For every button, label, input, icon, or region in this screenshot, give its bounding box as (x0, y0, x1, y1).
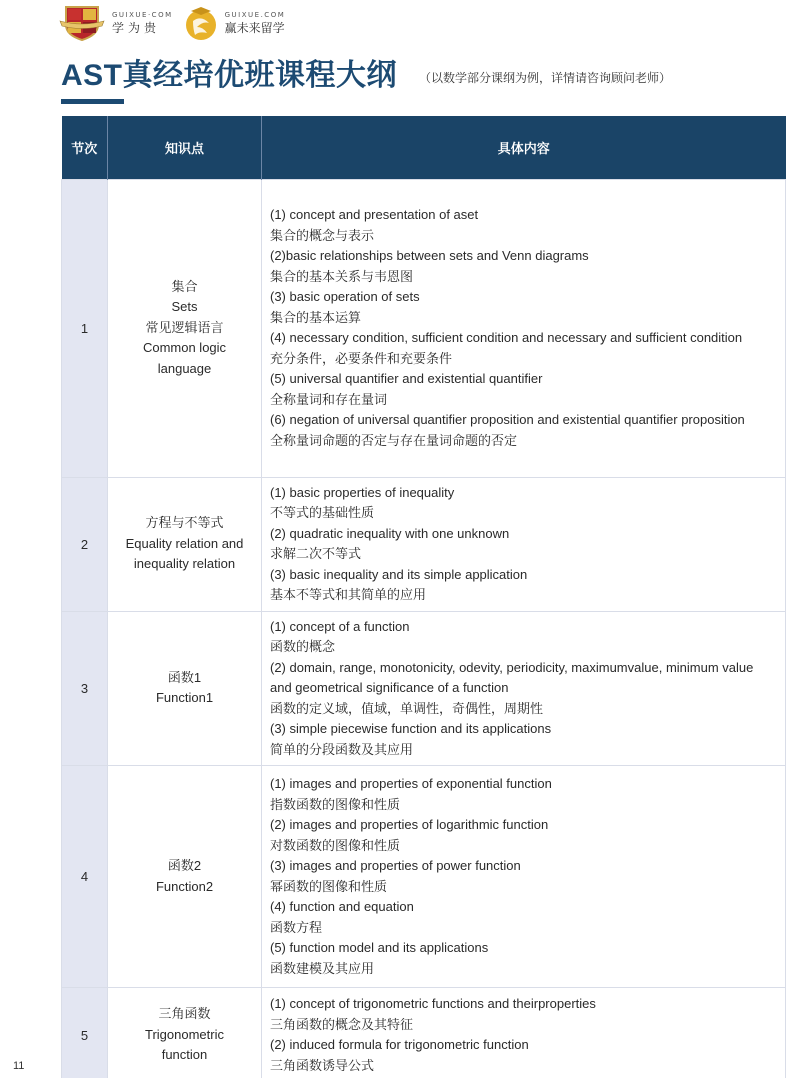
content-line: 指数函数的图像和性质 (270, 796, 401, 812)
lion-graduation-cap-icon (183, 5, 219, 41)
table-header-row (62, 116, 786, 179)
header-session: 节次 (62, 116, 108, 179)
knowledge-point-line: 集合 (171, 278, 198, 294)
content-line: (6) negation of universal quantifier proposition and existential quantifier proposition (270, 412, 745, 427)
content-cell (262, 766, 786, 988)
content-line: 不等式的基础性质 (270, 505, 375, 520)
table-row (62, 179, 786, 477)
syllabus-table (61, 116, 786, 1078)
content-cell (262, 477, 786, 611)
knowledge-point-line: language (157, 360, 212, 376)
knowledge-point-cell (108, 988, 262, 1078)
header-content: 具体内容 (262, 116, 786, 179)
title-underline (61, 99, 124, 104)
session-number: 1 (62, 179, 108, 477)
header-knowledge-point: 知识点 (108, 116, 262, 179)
content-line: 充分条件，必要条件和充要条件 (270, 350, 453, 366)
knowledge-point-line: 函数2 (167, 858, 202, 873)
content-line: 简单的分段函数及其应用 (270, 741, 414, 757)
knowledge-point-line: 方程与不等式 (145, 515, 224, 531)
logo2-name: 赢未来留学 (224, 21, 285, 35)
logo2-url: GUIXUE.COM (224, 11, 286, 19)
content-line: 函数建模及其应用 (270, 960, 375, 976)
logo-xueweigui (58, 5, 173, 41)
title-row (61, 58, 671, 94)
knowledge-point-line: Function2 (155, 878, 214, 894)
session-number: 2 (62, 477, 108, 611)
knowledge-point-line: 函数1 (167, 669, 202, 685)
knowledge-point-cell (108, 179, 262, 477)
knowledge-point-line: Trigonometric (145, 1026, 224, 1042)
content-line: (2)basic relationships between sets and Venn diagrams (270, 248, 589, 263)
content-line: (1) basic properties of inequality (270, 484, 455, 500)
knowledge-point-line: function (161, 1047, 208, 1063)
content-line: 函数的定义域，值域，单调性，奇偶性，周期性 (270, 700, 544, 716)
content-line: 集合的基本运算 (270, 309, 362, 325)
table-row (62, 988, 786, 1078)
content-line: 集合的基本关系与韦恩图 (270, 268, 414, 284)
content-line: 幂函数的图像和性质 (270, 878, 388, 894)
content-line: (3) images and properties of power function (270, 858, 521, 873)
content-line: (2) images and properties of logarithmic function (270, 817, 549, 832)
knowledge-point-cell (108, 611, 262, 766)
content-cell (262, 988, 786, 1078)
content-line: 三角函数的概念及其特征 (270, 1016, 414, 1032)
content-line: (1) concept of trigonometric functions and theirproperties (270, 996, 596, 1011)
session-number: 4 (62, 766, 108, 988)
knowledge-point-cell (108, 477, 262, 611)
content-cell (262, 179, 786, 477)
knowledge-point-line: 三角函数 (158, 1006, 211, 1022)
knowledge-point-line: inequality relation (133, 556, 236, 572)
content-cell (262, 611, 786, 766)
content-line: (4) function and equation (270, 899, 414, 914)
knowledge-point-cell (108, 766, 262, 988)
logo1-url: GUIXUE·COM (112, 11, 173, 19)
content-line: (3) basic operation of sets (270, 289, 420, 304)
content-line: (5) universal quantifier and existential quantifier (270, 371, 543, 386)
content-line: (3) simple piecewise function and its applications (270, 721, 552, 736)
knowledge-point-line: 常见逻辑语言 (145, 319, 224, 335)
content-line: (2) domain, range, monotonicity, odevity, periodicity, maximumvalue, minimum value and geometrical significance of a function (270, 659, 754, 695)
knowledge-point-line: Equality relation and (125, 535, 244, 551)
session-number: 5 (62, 988, 108, 1078)
content-line: (3) basic inequality and its simple application (270, 566, 528, 582)
content-line: (4) necessary condition, sufficient condition and necessary and sufficient condition (270, 330, 743, 345)
page-number: 11 (13, 1060, 25, 1072)
content-line: 函数的概念 (270, 639, 336, 654)
header-logos (58, 4, 285, 42)
knowledge-point-line: Sets (171, 299, 198, 315)
content-line: 三角函数诱导公式 (270, 1057, 375, 1073)
content-line: (5) function model and its applications (270, 940, 489, 955)
content-line: (2) quadratic inequality with one unknown (270, 525, 510, 541)
logo-yingweilai (173, 5, 286, 41)
content-line: 全称量词命题的否定与存在量词命题的否定 (270, 432, 518, 448)
content-line: (1) concept and presentation of aset (270, 207, 479, 222)
knowledge-point-line: Function1 (155, 690, 214, 706)
content-line: 对数函数的图像和性质 (270, 837, 401, 853)
content-line: 全称量词和存在量词 (270, 391, 388, 407)
page-subtitle: （以数学部分课纲为例，详情请咨询顾问老师） (419, 71, 672, 85)
table-row (62, 477, 786, 611)
shield-crest-icon (58, 5, 106, 41)
table-row (62, 611, 786, 766)
knowledge-point-line: Common logic (142, 340, 227, 356)
content-line: (1) images and properties of exponential function (270, 776, 552, 791)
content-line: (2) induced formula for trigonometric function (270, 1037, 529, 1052)
content-line: (1) concept of a function (270, 618, 410, 634)
content-line: 求解二次不等式 (270, 546, 362, 561)
session-number: 3 (62, 611, 108, 766)
logo1-name: 学为贵 (112, 21, 161, 35)
table-row (62, 766, 786, 988)
content-line: 基本不等式和其简单的应用 (270, 587, 427, 602)
content-line: 函数方程 (270, 919, 323, 935)
content-line: 集合的概念与表示 (270, 227, 375, 243)
page-title: AST真经培优班课程大纲 (61, 59, 397, 92)
